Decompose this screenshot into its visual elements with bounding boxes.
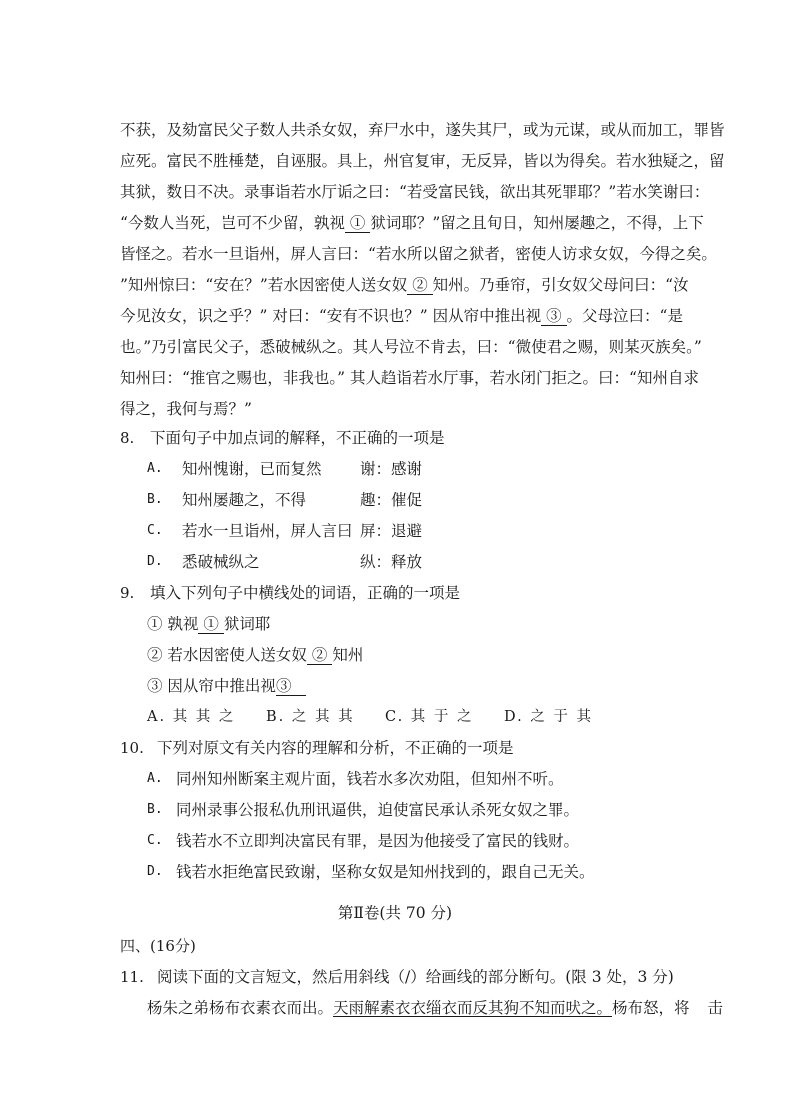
q10-option-a-text: 同州知州断案主观片面，钱若水多次劝阻，但知州不听。 [176, 770, 564, 788]
passage-line-2: 应死。富民不胜棰楚，自诬服。具上，州官复审，无反异，皆以为得矣。若水独疑之，留 [120, 152, 725, 170]
q10-option-a-key[interactable]: A. [147, 771, 163, 786]
q8-option-d-gloss: 纵：释放 [360, 553, 423, 571]
q10-option-b-key[interactable]: B. [147, 802, 163, 817]
passage-text: 狱词耶？”留之且旬日，知州屡趣之，不得，上下 [370, 214, 704, 232]
q8-option-d-text: 悉破械纵之 [182, 553, 260, 571]
question-11-number: 11. [120, 968, 144, 986]
question-8-stem: 下面句子中加点词的解释，不正确的一项是 [150, 429, 445, 447]
q8-option-b-key[interactable]: B. [147, 492, 163, 507]
q10-option-d-text: 钱若水拒绝富民致谢，坚称女奴是知州找到的，跟自己无关。 [176, 863, 595, 881]
question-9-stem: 填入下列句子中横线处的词语，正确的一项是 [150, 584, 461, 602]
question-10-stem: 下列对原文有关内容的理解和分析，不正确的一项是 [157, 739, 514, 757]
blank-3: ③ [541, 307, 566, 326]
passage-line-9: 知州曰：“推官之赐也，非我也。” 其人趋诣若水厅事，若水闭门拒之。曰：“知州自求 [120, 369, 699, 387]
q9-sentence-1: ① 孰视 ① 狱词耶 [147, 615, 271, 633]
passage-line-5: 皆怪之。若水一旦诣州，屏人言曰：“若水所以留之狱者，密使人访求女奴，今得之矣。 [120, 245, 717, 263]
passage-line-7 [120, 306, 683, 326]
question-8-number: 8. [120, 429, 135, 447]
q9-blank-1: ① [198, 615, 223, 634]
q9-choice-b[interactable]: B. 之 其 其 [266, 709, 355, 725]
question-11-stem: 阅读下面的文言短文，然后用斜线（/）给画线的部分断句。(限 3 处，3 分) [157, 968, 674, 986]
q9-sentence-3: ③ 因从帘中推出视③ [147, 676, 306, 696]
passage-line-10: 得之，我何与焉？” [120, 400, 252, 418]
q8-option-b-text: 知州屡趣之，不得 [182, 491, 307, 509]
q8-option-b-gloss: 趣：催促 [360, 491, 423, 509]
q10-option-b-text: 同州录事公报私仇刑讯逼供，迫使富民承认杀死女奴之罪。 [176, 801, 580, 819]
q10-option-d-key[interactable]: D. [147, 864, 163, 879]
q8-option-a-key[interactable]: A. [147, 461, 163, 476]
passage-line-1: 不获，及劾富民父子数人共杀女奴，弃尸水中，遂失其尸，或为元谋，或从而加工，罪皆 [120, 121, 725, 139]
q11-passage: 杨朱之弟杨布衣素衣而出。天雨解素衣衣缁衣而反其狗不知而吠之。杨布怒，将 击 [147, 999, 724, 1017]
passage-text: ”知州惊曰：“安在？”若水因密使人送女奴 [120, 276, 408, 294]
question-9-number: 9. [120, 584, 135, 602]
q8-option-c-key[interactable]: C. [147, 523, 163, 538]
q8-option-c-text: 若水一旦诣州，屏人言曰 [182, 522, 353, 540]
q8-option-c-gloss: 屏：退避 [360, 522, 423, 540]
blank-2: ② [407, 276, 432, 295]
blank-1: ① [345, 214, 370, 233]
q9-blank-2: ② [307, 646, 332, 665]
q8-option-a-gloss: 谢：感谢 [360, 460, 423, 478]
q10-option-c-text: 钱若水不立即判决富民有罪，是因为他接受了富民的钱财。 [176, 832, 580, 850]
passage-line-6 [120, 275, 689, 295]
passage-line-3: 其狱，数日不决。录事诣若水厅诟之曰：“若受富民钱，欲出其死罪耶？”若水笑谢曰： [120, 183, 710, 201]
q8-option-a-text: 知州愧谢，已而复然 [182, 460, 322, 478]
q9-choice-a[interactable]: A. 其 其 之 [147, 709, 236, 725]
passage-line-4 [120, 213, 704, 233]
passage-text: 知州。乃垂帘，引女奴父母问曰：“汝 [432, 276, 689, 294]
q8-option-d-key[interactable]: D. [147, 554, 163, 569]
passage-text: “今数人当死，岂可不少留，孰视 [120, 214, 345, 232]
q9-choice-c[interactable]: C. 其 于 之 [385, 709, 474, 725]
q10-option-c-key[interactable]: C. [147, 833, 163, 848]
question-10-number: 10. [120, 739, 144, 757]
passage-line-8: 也。”乃引富民父子，悉破械纵之。其人号泣不肯去，曰：“微使君之赐，则某灭族矣。” [120, 338, 702, 356]
passage-text: 。父母泣曰：“是 [566, 307, 683, 325]
q9-blank-3: ③ [276, 677, 306, 696]
part-4-heading: 四、(16分) [120, 937, 196, 955]
q9-choice-d[interactable]: D. 之 于 其 [504, 709, 594, 725]
passage-text: 今见汝女，识之乎？” 对曰：“安有不识也？” 因从帘中推出视 [120, 307, 542, 325]
q11-underlined-segment: 天雨解素衣衣缁衣而反其狗不知而吠之。 [333, 999, 613, 1017]
q9-sentence-2: ② 若水因密使人送女奴 ② 知州 [147, 646, 364, 664]
section-2-title: 第Ⅱ卷(共 70 分) [337, 904, 453, 922]
